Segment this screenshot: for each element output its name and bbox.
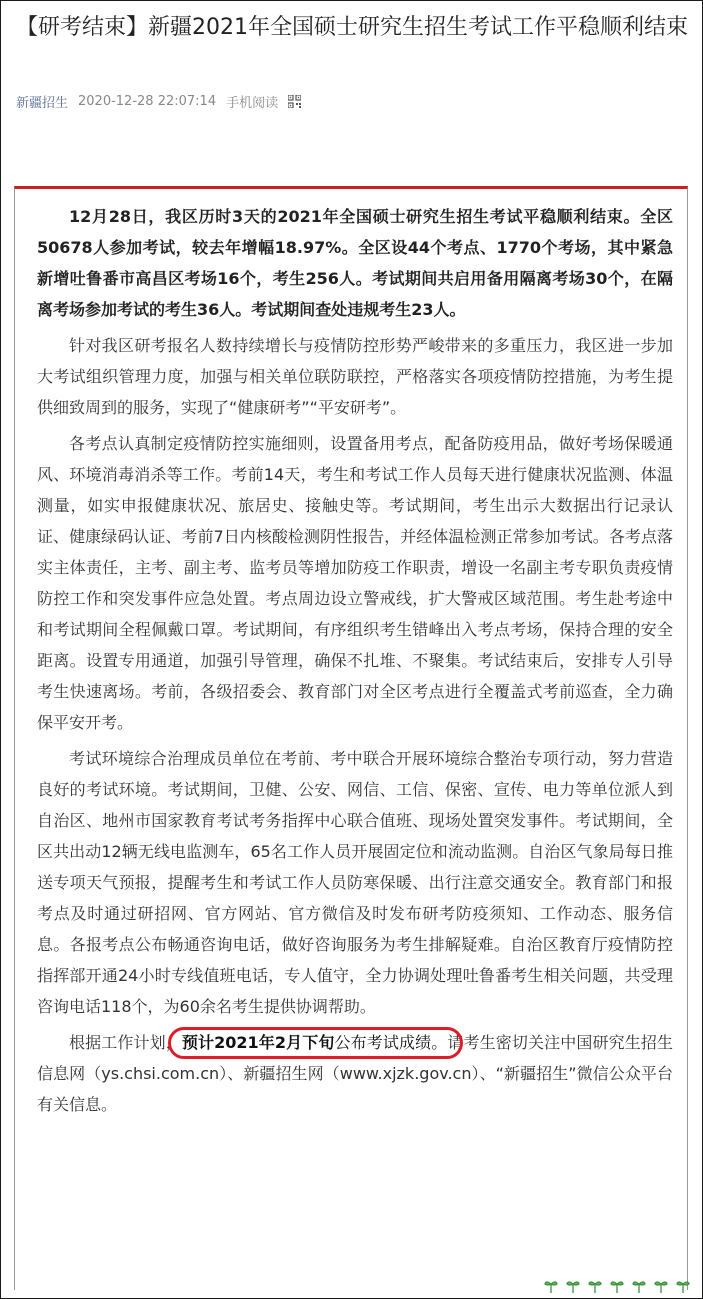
paragraph-4: 考试环境综合治理成员单位在考前、考中联合开展环境综合整治专项行动，努力营造良好的考试环境。考试期间，卫健、公安、网信、工信、保密、宣传、电力等单位派人到自治区、地州市国家教育考试考务指挥中心联合值班、现场处置突发事件。考试期间，全区共出动12辆无线电监测车，65名工作人员开展固定位和流动监测。自治区气象局每日推送专项天气预报，提醒考生和考试工作人员防寒保暖、出行注意交通安全。教育部门和报考点及时通过研招网、官方网站、官方微信及时发布研考防疫须知、工作动态、服务信息。各报考点公布畅通咨询电话，做好咨询服务为考生排解疑难。自治区教育厅疫情防控指挥部开通24小时专线值班电话，专人值守，全力协调处理吐鲁番考生相关问题，共受理咨询电话118个，为60余名考生提供协调帮助。 [37, 749, 673, 1016]
paragraph-5-prefix: 根据工作计划， [69, 1033, 182, 1052]
paragraph-3: 各考点认真制定疫情防控实施细则，设置备用考点，配备防疫用品，做好考场保暖通风、环境消毒消杀等工作。考前14天，考生和考试工作人员每天进行健康状况监测、体温测量，如实申报健康状况、旅居史、接触史等。考试期间，考生出示大数据出行记录认证、健康绿码认证、考前7日内核酸检测阴性报告，并经体温检测正常参加考试。各考点落实主体责任，主考、副主考、监考员等增加防疫工作职责，增设一名副主考专职负责疫情防控工作和突发事件应急处置。考点周边设立警戒线，扩大警戒区域范围。考生赴考途中和考试期间全程佩戴口罩。考试期间，有序组织考生错峰出入考点考场，保持合理的安全距离。设置专用通道，加强引导管理，确保不扎堆、不聚集。考试结束后，安排专人引导考生快速离场。考前，各级招委会、教育部门对全区考点进行全覆盖式考前巡查，全力确保平安开考。 [37, 434, 673, 732]
paragraph-5-suffix: 请考生密切关注中国研究生招生信息网（ys.chsi.com.cn）、新疆招生网（www.xjzk.gov.cn）、“新疆招生”微信公众平台有关信息。 [37, 1033, 673, 1114]
article-body [14, 186, 688, 1290]
sprouts-icon [543, 1273, 693, 1295]
paragraph-2: 针对我区研考报名人数持续增长与疫情防控形势严峻带来的多重压力，我区进一步加大考试组织管理力度，加强与相关单位联防联控，严格落实各项疫情防控措施，为考生提供细致周到的服务，实现了“健康研考”“平安研考”。 [37, 336, 673, 417]
mobile-read-link[interactable]: 手机阅读 [226, 96, 279, 111]
score-release-highlight [182, 1033, 448, 1052]
lead-paragraph: 12月28日，我区历时3天的2021年全国硕士研究生招生考试平稳顺利结束。全区50678人参加考试，较去年增幅18.97%。全区设44个考点、1770个考场，其中紧急新增吐鲁番市高昌区考场16个，考生256人。考试期间共启用备用隔离考场30个，在隔离考场参加考试的考生36人。考试期间查处违规考生23人。 [37, 207, 673, 319]
article-title: 【研考结束】新疆2021年全国硕士研究生招生考试工作平稳顺利结束 [16, 15, 688, 40]
publish-datetime: 2020-12-28 22:07:14 [78, 94, 217, 109]
highlight-circle [168, 1027, 464, 1059]
paragraph-5 [37, 1027, 673, 1120]
article-meta [16, 92, 301, 111]
source-link[interactable]: 新疆招生 [16, 96, 69, 111]
qr-code-icon[interactable] [288, 95, 301, 108]
score-release-date: 预计2021年2月下旬 [181, 1033, 335, 1052]
score-release-text: 公布考试成绩。 [334, 1033, 448, 1052]
